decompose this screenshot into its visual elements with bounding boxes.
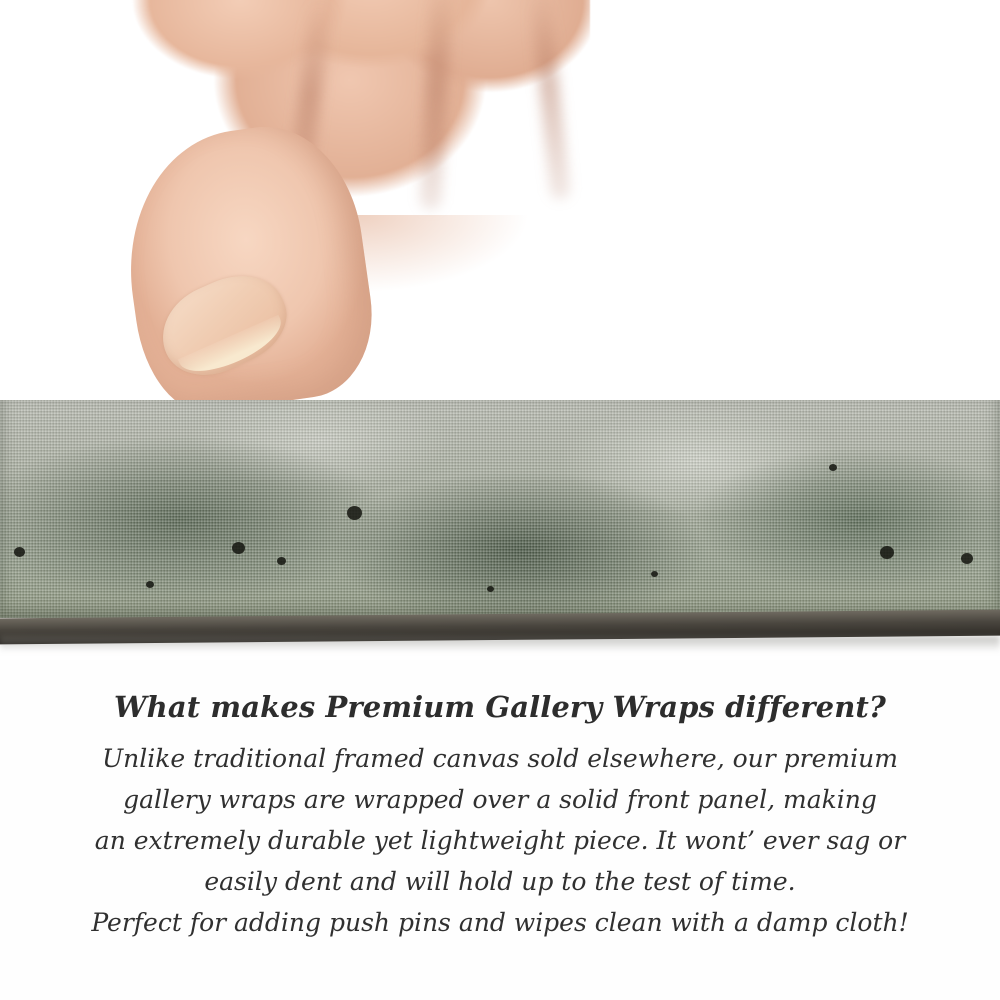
caption-block bbox=[0, 690, 1000, 943]
thumbnail-icon bbox=[148, 260, 300, 391]
canvas-speck bbox=[651, 571, 658, 577]
canvas-speck bbox=[232, 542, 245, 554]
caption-line: an extremely durable yet lightweight piece. It wont’ ever sag or bbox=[94, 826, 906, 855]
caption-line: Perfect for adding push pins and wipes clean with a damp cloth! bbox=[91, 908, 909, 937]
canvas-speck bbox=[277, 557, 286, 565]
canvas-speck bbox=[14, 547, 25, 557]
hand-icon bbox=[120, 0, 590, 420]
canvas-speck bbox=[347, 506, 362, 520]
canvas-speck bbox=[146, 581, 154, 588]
caption-line: gallery wraps are wrapped over a solid front panel, making bbox=[123, 785, 877, 814]
canvas-drop-shadow bbox=[0, 636, 1000, 652]
caption-line: easily dent and will hold up to the test of time. bbox=[204, 867, 796, 896]
canvas-speck bbox=[961, 553, 973, 564]
canvas-speck bbox=[829, 464, 837, 471]
canvas-speck bbox=[880, 546, 894, 559]
caption-heading: What makes Premium Gallery Wraps different? bbox=[114, 690, 886, 724]
caption-body bbox=[0, 738, 1000, 943]
caption-line: Unlike traditional framed canvas sold elsewhere, our premium bbox=[102, 744, 898, 773]
canvas-print-surface bbox=[0, 400, 1000, 618]
canvas-edge-icon bbox=[0, 400, 1000, 640]
canvas-speck bbox=[487, 586, 494, 592]
